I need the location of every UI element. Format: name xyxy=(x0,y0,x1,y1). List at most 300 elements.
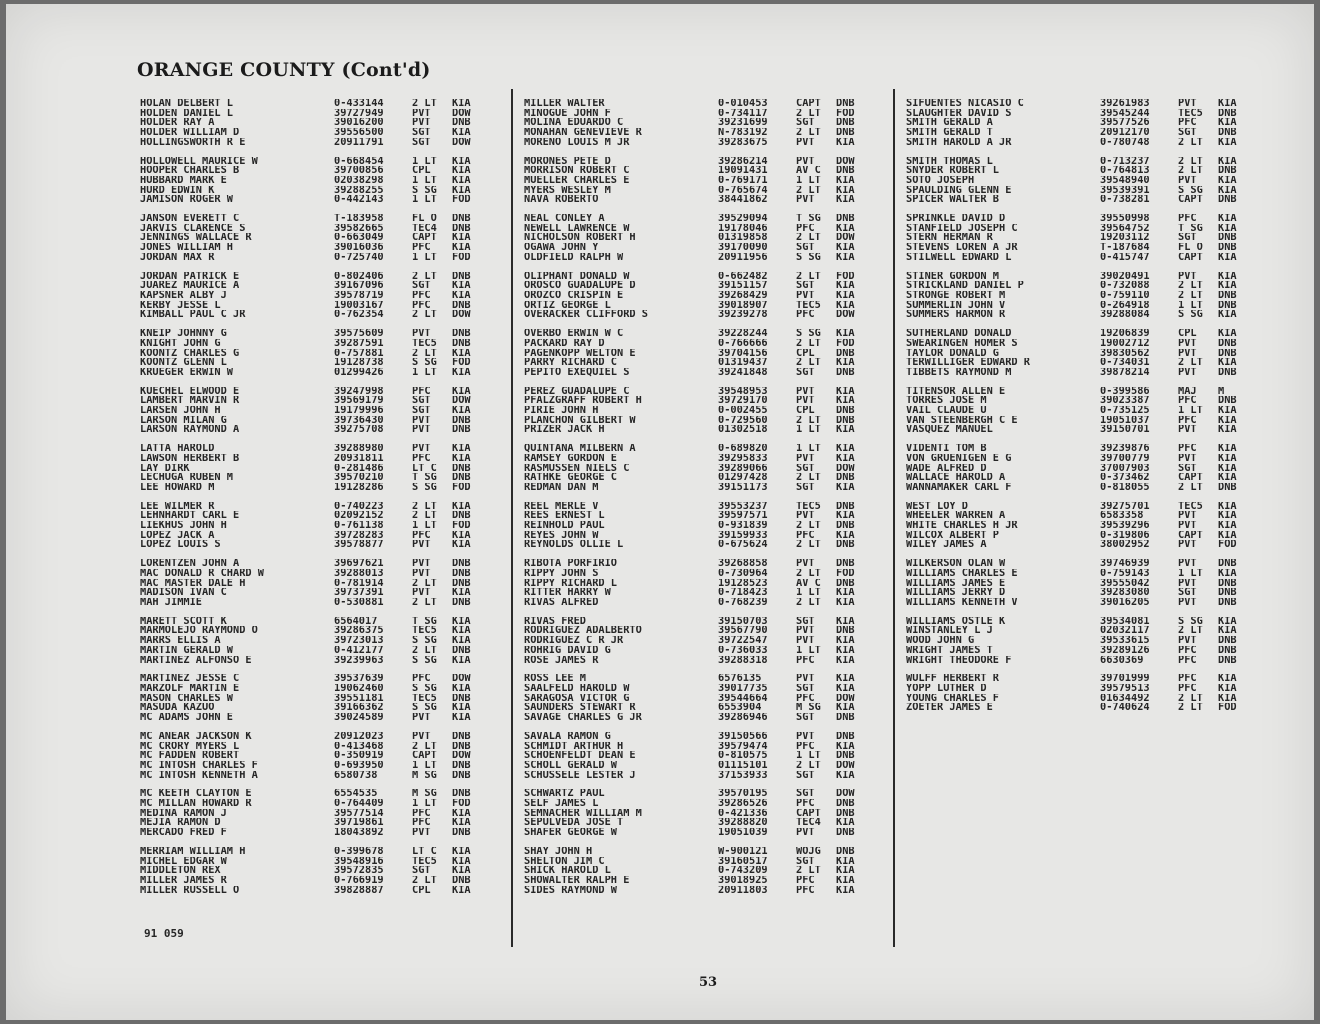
roster-group xyxy=(524,329,886,377)
serial-number: 0-373462 xyxy=(1100,473,1150,483)
status-code: KIA xyxy=(836,645,855,656)
roster-entry xyxy=(906,598,1268,608)
rank: S SG xyxy=(412,636,437,646)
status-code: KIA xyxy=(1218,425,1237,436)
roster-entry xyxy=(140,511,502,521)
serial-number: 39167096 xyxy=(334,281,384,291)
roster-entry xyxy=(524,138,886,148)
rank: S SG xyxy=(796,252,821,263)
rank: 2 LT xyxy=(796,473,821,483)
rank: PFC xyxy=(412,290,431,301)
status-code: KIA xyxy=(452,367,471,378)
status-code: DNB xyxy=(452,511,471,522)
serial-number: 39830562 xyxy=(1100,348,1150,359)
roster-entry xyxy=(140,214,502,224)
status-code: DOW xyxy=(836,310,855,321)
roster-entry xyxy=(140,569,502,579)
serial-number: 39241848 xyxy=(718,367,768,378)
roster-name: QUINTANA MILBERN A xyxy=(524,444,636,454)
rank: PVT xyxy=(796,731,815,742)
rank: PVT xyxy=(1178,598,1197,608)
roster-entry xyxy=(524,646,886,656)
roster-name: SNYDER ROBERT L xyxy=(906,166,999,176)
status-code: KIA xyxy=(836,741,855,752)
serial-number: 19062460 xyxy=(334,684,384,694)
rank: PVT xyxy=(412,415,431,426)
rank: PFC xyxy=(412,386,431,397)
roster-name: KIMBALL PAUL C JR xyxy=(140,310,246,321)
status-code: KIA xyxy=(1218,137,1237,148)
status-code: KIA xyxy=(452,290,471,301)
rank: 2 LT xyxy=(796,866,821,876)
serial-number: 0-399586 xyxy=(1100,386,1150,397)
roster-name: NEWELL LAWRENCE W xyxy=(524,223,630,234)
roster-name: MADISON IVAN C xyxy=(140,588,227,598)
rank: 2 LT xyxy=(1178,482,1203,493)
rank: 2 LT xyxy=(412,511,437,522)
roster-name: SELF JAMES L xyxy=(524,799,599,809)
status-code: DNB xyxy=(452,300,471,311)
rank: 1 LT xyxy=(796,425,821,436)
status-code: KIA xyxy=(452,866,471,876)
roster-group xyxy=(524,157,886,205)
status-code: DOW xyxy=(836,156,855,167)
status-code: KIA xyxy=(836,290,855,301)
serial-number: 39582665 xyxy=(334,223,384,234)
serial-number: 6553904 xyxy=(718,703,762,714)
roster-entry xyxy=(906,301,1268,311)
roster-entry xyxy=(524,99,886,109)
status-code: KIA xyxy=(836,281,855,291)
rank: PFC xyxy=(796,741,815,752)
roster-entry xyxy=(906,559,1268,569)
roster-entry xyxy=(524,224,886,234)
roster-entry xyxy=(524,444,886,454)
status-code: DNB xyxy=(836,128,855,138)
roster-entry xyxy=(524,789,886,799)
rank: SGT xyxy=(1178,233,1197,244)
roster-entry xyxy=(906,272,1268,282)
rank: PVT xyxy=(796,396,815,407)
roster-entry xyxy=(524,559,886,569)
roster-entry xyxy=(906,291,1268,301)
rank: 1 LT xyxy=(1178,568,1203,579)
roster-entry xyxy=(906,569,1268,579)
rank: PFC xyxy=(412,453,431,464)
serial-number: 19128523 xyxy=(718,578,768,589)
serial-number: 0-663049 xyxy=(334,233,384,244)
roster-name: WILLIAMS JERRY D xyxy=(906,588,1006,598)
roster-group xyxy=(140,214,502,262)
roster-group xyxy=(906,157,1268,205)
serial-number: 0-818055 xyxy=(1100,482,1150,493)
serial-number: 39737391 xyxy=(334,588,384,598)
serial-number: 39736430 xyxy=(334,415,384,426)
serial-number: 39286375 xyxy=(334,626,384,637)
status-code: DNB xyxy=(1218,482,1237,493)
roster-name: WRIGHT JAMES T xyxy=(906,645,993,656)
rank: SGT xyxy=(796,243,815,253)
roster-entry xyxy=(140,483,502,493)
status-code: KIA xyxy=(452,540,471,551)
roster-name: RAMSEY GORDON E xyxy=(524,453,617,464)
roster-entry xyxy=(140,732,502,742)
serial-number: 0-264918 xyxy=(1100,300,1150,311)
serial-number: 6583358 xyxy=(1100,511,1144,522)
roster-group xyxy=(906,387,1268,435)
roster-name: MILLER WALTER xyxy=(524,99,605,109)
serial-number: 39288318 xyxy=(718,655,768,666)
roster-name: PACKARD RAY D xyxy=(524,338,605,349)
status-code: KIA xyxy=(452,281,471,291)
roster-entry xyxy=(906,166,1268,176)
roster-entry xyxy=(140,694,502,704)
serial-number: 01115101 xyxy=(718,760,768,771)
roster-entry xyxy=(524,291,886,301)
serial-number: 02038298 xyxy=(334,175,384,186)
roster-name: ROSS LEE M xyxy=(524,674,586,684)
roster-name: LEHNHARDT CARL E xyxy=(140,511,240,522)
serial-number: 39723013 xyxy=(334,636,384,646)
roster-name: OROSCO GUADALUPE D xyxy=(524,281,636,291)
status-code: KIA xyxy=(1218,252,1237,263)
serial-number: 39023387 xyxy=(1100,396,1150,407)
rank: 1 LT xyxy=(412,195,437,205)
status-code: KIA xyxy=(1218,674,1237,684)
roster-entry xyxy=(140,243,502,253)
serial-number: 39569179 xyxy=(334,396,384,407)
rank: 2 LT xyxy=(796,760,821,771)
serial-number: 6630369 xyxy=(1100,655,1144,666)
rank: PVT xyxy=(1178,559,1197,569)
roster-name: RIVAS FRED xyxy=(524,616,586,627)
rank: 2 LT xyxy=(1178,166,1203,176)
rank: 2 LT xyxy=(1178,281,1203,291)
status-code: DOW xyxy=(836,760,855,771)
roster-name: MARTIN GERALD W xyxy=(140,645,233,656)
rank: 1 LT xyxy=(1178,300,1203,311)
rank: SGT xyxy=(796,281,815,291)
serial-number: 39289066 xyxy=(718,463,768,474)
status-code: KIA xyxy=(836,885,855,896)
roster-name: LIEKHUS JOHN H xyxy=(140,521,227,531)
serial-number: 39231699 xyxy=(718,118,768,129)
roster-name: LEE HOWARD M xyxy=(140,482,215,493)
roster-entry xyxy=(524,742,886,752)
rank: PFC xyxy=(796,655,815,666)
rank: TEC5 xyxy=(1178,108,1203,119)
roster-name: SUMMERLIN JOHN V xyxy=(906,300,1006,311)
serial-number: 0-421336 xyxy=(718,808,768,819)
roster-entry xyxy=(140,771,502,781)
status-code: DNB xyxy=(1218,338,1237,349)
roster-entry xyxy=(140,464,502,474)
roster-name: MORONES PETE D xyxy=(524,156,611,167)
rank: CAPT xyxy=(1178,473,1203,483)
status-code: KIA xyxy=(1218,185,1237,196)
status-code: KIA xyxy=(1218,626,1237,637)
serial-number: 39288980 xyxy=(334,444,384,454)
roster-name: LAMBERT MARVIN R xyxy=(140,396,240,407)
rank: 1 LT xyxy=(796,175,821,186)
status-code: FOD xyxy=(1218,540,1237,551)
roster-name: NAVA ROBERTO xyxy=(524,195,599,205)
rank: 2 LT xyxy=(412,741,437,752)
serial-number: 39572835 xyxy=(334,866,384,876)
roster-name: SUMMERS HARMON R xyxy=(906,310,1006,321)
roster-name: HOLDER WILLIAM D xyxy=(140,128,240,138)
roster-name: SAVALA RAMON G xyxy=(524,731,611,742)
roster-entry xyxy=(140,396,502,406)
serial-number: 0-675624 xyxy=(718,540,768,551)
roster-entry xyxy=(524,233,886,243)
status-code: KIA xyxy=(836,616,855,627)
roster-name: WANNAMAKER CARL F xyxy=(906,482,1012,493)
roster-entry xyxy=(140,617,502,627)
rank: PVT xyxy=(796,626,815,637)
roster-group xyxy=(140,732,502,780)
serial-number: 0-736033 xyxy=(718,645,768,656)
rank: 2 LT xyxy=(412,501,437,512)
status-code: DNB xyxy=(836,808,855,819)
rank: S SG xyxy=(412,358,437,368)
status-code: KIA xyxy=(1218,329,1237,339)
status-code: DNB xyxy=(836,118,855,129)
status-code: DNB xyxy=(836,799,855,809)
rank: 2 LT xyxy=(1178,290,1203,301)
roster-entry xyxy=(140,109,502,119)
rank: PVT xyxy=(796,636,815,646)
roster-entry xyxy=(906,118,1268,128)
roster-entry xyxy=(524,598,886,608)
serial-number: 0-730964 xyxy=(718,568,768,579)
roster-name: WILLIAMS JAMES E xyxy=(906,578,1006,589)
status-code: KIA xyxy=(1218,684,1237,694)
roster-name: KOONTZ CHARLES G xyxy=(140,348,240,359)
roster-name: MORRISON ROBERT C xyxy=(524,166,630,176)
serial-number: 39016205 xyxy=(1100,598,1150,608)
status-code: KIA xyxy=(452,233,471,244)
serial-number: W-900121 xyxy=(718,846,768,857)
rank: M SG xyxy=(412,770,437,781)
status-code: KIA xyxy=(836,866,855,876)
page-title: ORANGE COUNTY (Cont'd) xyxy=(137,59,431,81)
roster-entry xyxy=(906,186,1268,196)
roster-group xyxy=(140,157,502,205)
roster-name: HOLLOWELL MAURICE W xyxy=(140,156,258,167)
roster-name: STINER GORDON M xyxy=(906,271,999,282)
roster-entry xyxy=(524,656,886,666)
rank: PVT xyxy=(412,425,431,436)
status-code: KIA xyxy=(452,684,471,694)
rank: PFC xyxy=(796,310,815,321)
rank: PFC xyxy=(1178,674,1197,684)
rank: SGT xyxy=(412,137,431,148)
serial-number: 39551181 xyxy=(334,693,384,704)
rank: TEC5 xyxy=(796,300,821,311)
serial-number: 39578719 xyxy=(334,290,384,301)
rank: 2 LT xyxy=(412,645,437,656)
roster-group xyxy=(906,214,1268,262)
roster-entry xyxy=(906,454,1268,464)
status-code: KIA xyxy=(836,856,855,867)
roster-entry xyxy=(906,703,1268,713)
serial-number: 39018907 xyxy=(718,300,768,311)
status-code: KIA xyxy=(1218,99,1237,109)
roster-entry xyxy=(140,626,502,636)
rank: T SG xyxy=(412,616,437,627)
column-divider xyxy=(893,89,895,947)
roster-entry xyxy=(140,473,502,483)
serial-number: 6576135 xyxy=(718,674,762,684)
roster-entry xyxy=(524,416,886,426)
roster-entry xyxy=(140,291,502,301)
serial-number: 39286946 xyxy=(718,713,768,723)
serial-number: 0-769171 xyxy=(718,175,768,186)
roster-entry xyxy=(524,847,886,857)
roster-entry xyxy=(906,368,1268,378)
status-code: KIA xyxy=(836,358,855,368)
roster-name: ORTIZ GEORGE L xyxy=(524,300,611,311)
roster-entry xyxy=(906,109,1268,119)
serial-number: 01302518 xyxy=(718,425,768,436)
roster-name: SCHWARTZ PAUL xyxy=(524,789,605,800)
roster-entry xyxy=(524,464,886,474)
rank: 1 LT xyxy=(412,156,437,167)
rank: 1 LT xyxy=(412,760,437,771)
roster-entry xyxy=(906,99,1268,109)
roster-name: OROZCO CRISPIN E xyxy=(524,290,624,301)
rank: SGT xyxy=(412,866,431,876)
roster-name: SAALFELD HAROLD W xyxy=(524,684,630,694)
rank: SGT xyxy=(1178,128,1197,138)
rank: LT C xyxy=(412,463,437,474)
serial-number: 0-734031 xyxy=(1100,358,1150,368)
status-code: DNB xyxy=(836,501,855,512)
rank: CPL xyxy=(1178,329,1197,339)
status-code: DNB xyxy=(452,645,471,656)
roster-name: WILEY JAMES A xyxy=(906,540,987,551)
roster-entry xyxy=(140,674,502,684)
roster-name: TIBBETS RAYMOND M xyxy=(906,367,1012,378)
rank: SGT xyxy=(796,770,815,781)
roster-name: PIRIE JOHN H xyxy=(524,406,599,416)
roster-entry xyxy=(906,656,1268,666)
rank: S SG xyxy=(412,655,437,666)
rank: 1 LT xyxy=(412,367,437,378)
rank: PVT xyxy=(796,137,815,148)
roster-entry xyxy=(140,742,502,752)
roster-name: SMITH THOMAS L xyxy=(906,156,993,167)
serial-number: 39553237 xyxy=(718,501,768,512)
serial-number: 0-689820 xyxy=(718,444,768,454)
rank: CPL xyxy=(412,166,431,176)
serial-number: 39529094 xyxy=(718,214,768,224)
serial-number: 39170090 xyxy=(718,243,768,253)
roster-name: PAGENKOPP WELTON E xyxy=(524,348,636,359)
roster-entry xyxy=(140,281,502,291)
roster-name: OVERACKER CLIFFORD S xyxy=(524,310,648,321)
roster-name: MERRIAM WILLIAM H xyxy=(140,846,246,857)
roster-entry xyxy=(524,243,886,253)
roster-entry xyxy=(906,253,1268,263)
roster-name: MINOGUE JOHN F xyxy=(524,108,611,119)
roster-entry xyxy=(906,138,1268,148)
rank: AV C xyxy=(796,578,821,589)
roster-name: JENNINGS WALLACE R xyxy=(140,233,252,244)
status-code: DNB xyxy=(1218,645,1237,656)
rank: CAPT xyxy=(796,99,821,109)
serial-number: 20912170 xyxy=(1100,128,1150,138)
rank: PVT xyxy=(1178,367,1197,378)
roster-entry xyxy=(906,349,1268,359)
rank: 2 LT xyxy=(796,521,821,531)
roster-group xyxy=(140,559,502,607)
serial-number: 0-931839 xyxy=(718,521,768,531)
roster-entry xyxy=(140,166,502,176)
serial-number: 6564017 xyxy=(334,616,378,627)
roster-name: HUBBARD MARK E xyxy=(140,175,227,186)
status-code: KIA xyxy=(452,406,471,416)
roster-entry xyxy=(524,281,886,291)
roster-entry xyxy=(906,387,1268,397)
rank: CAPT xyxy=(1178,252,1203,263)
roster-group xyxy=(906,502,1268,550)
roster-entry xyxy=(906,588,1268,598)
roster-entry xyxy=(140,828,502,838)
roster-entry xyxy=(906,511,1268,521)
roster-entry xyxy=(140,425,502,435)
status-code: DOW xyxy=(836,463,855,474)
roster-entry xyxy=(524,301,886,311)
serial-number: 39534081 xyxy=(1100,616,1150,627)
status-code: DNB xyxy=(1218,588,1237,598)
serial-number: 0-802406 xyxy=(334,271,384,282)
rank: SGT xyxy=(796,713,815,723)
serial-number: 38002952 xyxy=(1100,540,1150,551)
roster-entry xyxy=(906,281,1268,291)
status-code: KIA xyxy=(452,185,471,196)
roster-entry xyxy=(524,521,886,531)
serial-number: 39295833 xyxy=(718,453,768,464)
serial-number: 19179996 xyxy=(334,406,384,416)
roster-name: SHOWALTER RALPH E xyxy=(524,875,630,886)
rank: SGT xyxy=(412,128,431,138)
status-code: KIA xyxy=(1218,310,1237,321)
status-code: DOW xyxy=(836,693,855,704)
status-code: KIA xyxy=(452,156,471,167)
roster-entry xyxy=(524,128,886,138)
rank: 1 LT xyxy=(412,521,437,531)
roster-entry xyxy=(140,233,502,243)
roster-entry xyxy=(524,771,886,781)
serial-number: 0-010453 xyxy=(718,99,768,109)
status-code: DNB xyxy=(452,741,471,752)
roster-name: SMITH GERALD A xyxy=(906,118,993,129)
rank: FL O xyxy=(1178,243,1203,253)
status-code: KIA xyxy=(1218,175,1237,186)
rank: PVT xyxy=(1178,578,1197,589)
rank: CAPT xyxy=(412,751,437,761)
roster-name: MC INTOSH KENNETH A xyxy=(140,770,258,781)
roster-entry xyxy=(140,818,502,828)
roster-name: WOOD JOHN G xyxy=(906,636,975,646)
roster-entry xyxy=(524,253,886,263)
roster-name: HOLAN DELBERT L xyxy=(140,99,233,109)
status-code: DOW xyxy=(836,789,855,800)
roster-group xyxy=(906,272,1268,320)
serial-number: 39700856 xyxy=(334,166,384,176)
